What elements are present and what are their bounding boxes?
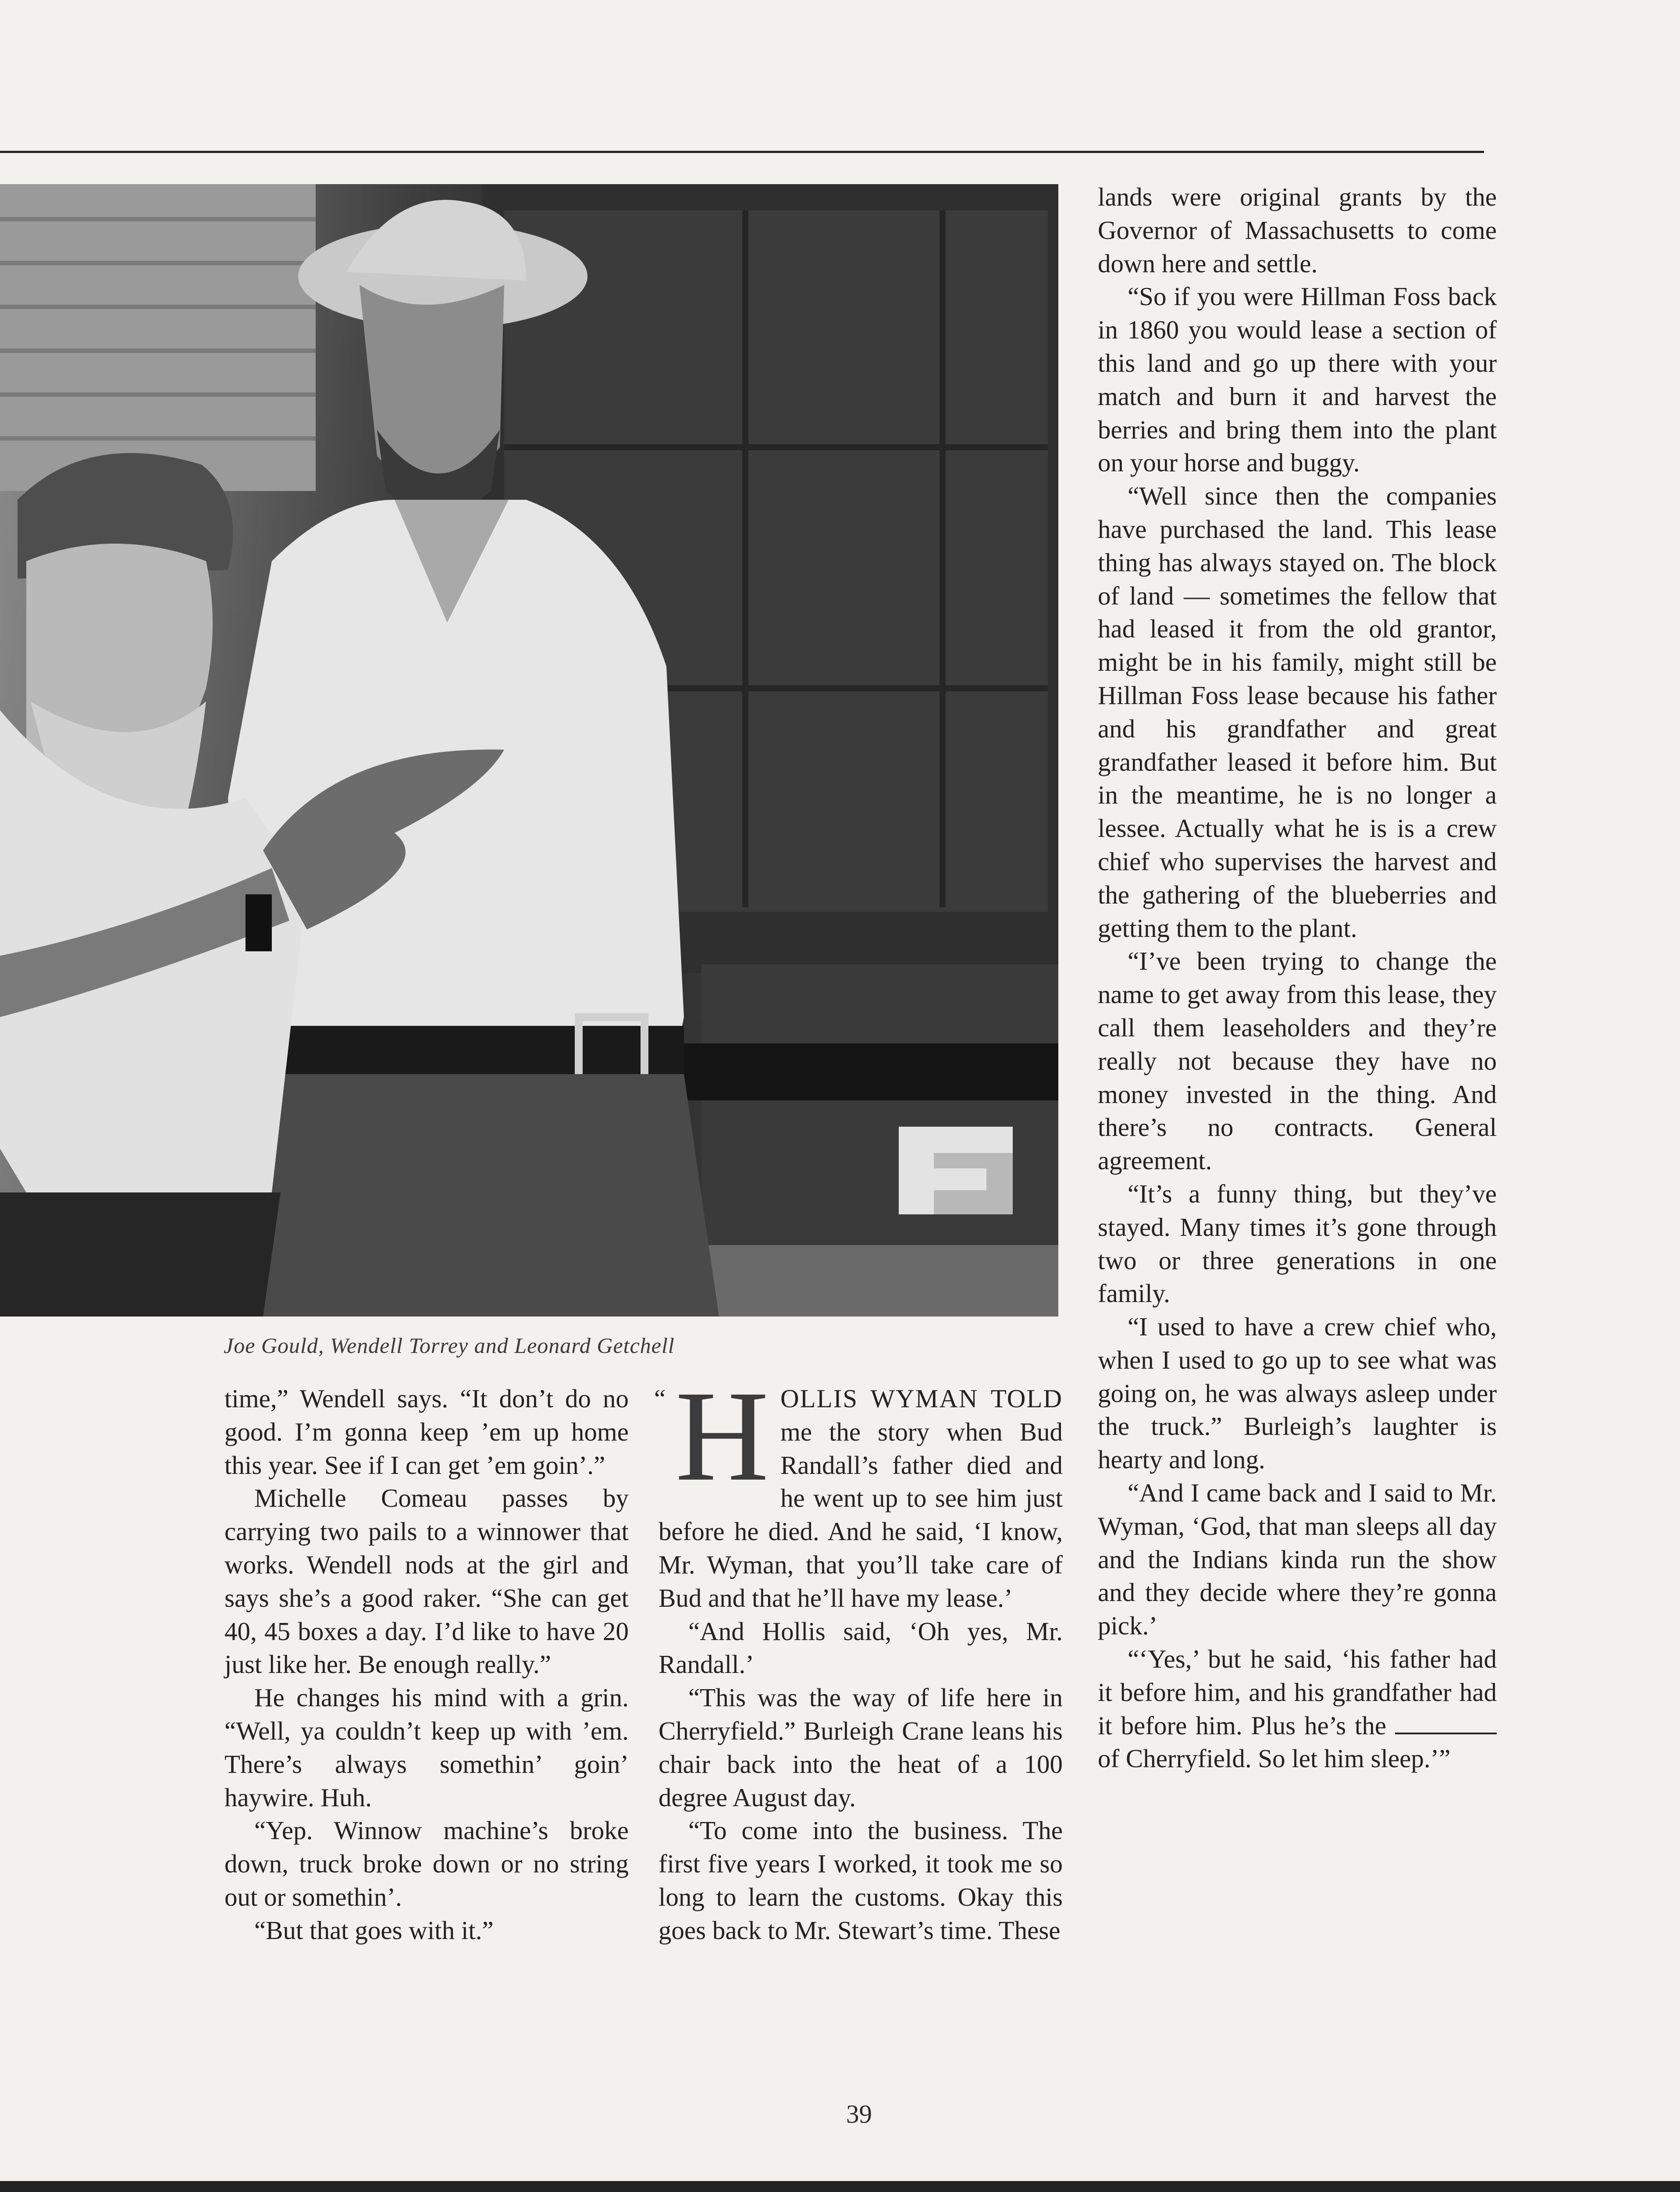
photo-illustration (0, 184, 1058, 1317)
paragraph: “And Hollis said, ‘Oh yes, Mr. Randall.’ (658, 1616, 1063, 1679)
paragraph: “To come into the business. The first five years I worked, it took me so long to learn the customs. Okay this goes back to Mr. Stewart’s time. These (658, 1816, 1063, 1945)
paragraph (1098, 1643, 1497, 1776)
paragraph: lands were original grants by the Governor of Massachusetts to come down here and settle. (1098, 182, 1497, 278)
photograph (0, 184, 1058, 1317)
paragraph: Michelle Comeau passes by carrying two pails to a winnower that works. Wendell nods at the girl and says she’s a good raker. “She can get 40, 45 boxes a day. I’d like to have 20 just like her. Be enough really.” (224, 1484, 629, 1679)
paragraph: “It’s a funny thing, but they’ve stayed. Many times it’s gone through two or three generations in one family. (1098, 1179, 1497, 1308)
redaction-blank (1395, 1715, 1497, 1734)
paragraph: “So if you were Hillman Foss back in 1860 you would lease a section of this land and go up there with your match and burn it and harvest the berries and bring them into the plant on your horse and buggy. (1098, 282, 1497, 477)
page-bottom-edge (0, 2181, 1680, 2192)
paragraph: “I’ve been trying to change the name to get away from this lease, they call them leaseholders and they’re really not because they have no money invested in the thing. And there’s no contracts. General agreement. (1098, 947, 1497, 1175)
paragraph: “Yep. Winnow machine’s broke down, truck broke down or no string out or somethin’. (224, 1816, 629, 1911)
photo-caption: Joe Gould, Wendell Torrey and Leonard Getchell (224, 1333, 675, 1358)
paragraph-text: “‘Yes,’ but he said, ‘his father had it before him, and his grandfather had it before him. Plus he’s the (1098, 1644, 1497, 1740)
paragraph: “But that goes with it.” (254, 1915, 494, 1945)
paragraph: “This was the way of life here in Cherryfield.” Burleigh Crane leans his chair back into the heat of a 100 degree August day. (658, 1683, 1063, 1812)
lead-paragraph-text: me the story when Bud Randall’s father died and he went up to see him just before he died. And he said, ‘I know, Mr. Wyman, that you’ll take care of Bud and that he’ll have my lease.’ (658, 1417, 1063, 1612)
paragraph-text: of Cherryfield. So let him sleep.’” (1098, 1744, 1451, 1773)
paragraph: He changes his mind with a grin. “Well, ya couldn’t keep up with ’em. There’s always somethin’ goin’ haywire. Huh. (224, 1683, 629, 1812)
paragraph: time,” Wendell says. “It don’t do no good. I’m gonna keep ’em up home this year. See if I can get ’em goin’.” (224, 1384, 629, 1480)
paragraph: “And I came back and I said to Mr. Wyman, ‘God, that man sleeps all day and the Indians kinda run the show and they decide where they’re gonna pick.’ (1098, 1478, 1497, 1640)
column-2 (654, 1364, 1063, 1947)
open-quote: “ (654, 1384, 666, 1413)
column-1 (224, 1382, 629, 1947)
drop-cap: H (675, 1364, 769, 1508)
page-number: 39 (846, 2099, 872, 2128)
lead-paragraph (654, 1364, 1063, 1615)
paragraph: “Well since then the companies have purchased the land. This lease thing has always stayed on. The block of land — sometimes the fellow that had leased it from the old grantor, might be in his family, might still be Hillman Foss lease because his father and his grandfather and great grandfather leased it before him. But in the meantime, he is no longer a lessee. Actually what he is is a crew chief who supervises the harvest and the gathering of the blueberries and getting them to the plant. (1098, 481, 1497, 943)
lead-in: OLLIS WYMAN TOLD (780, 1384, 1063, 1413)
column-3 (1098, 181, 1497, 1776)
paragraph: “I used to have a crew chief who, when I used to go up to see what was going on, he was always asleep under the truck.” Burleigh’s laughter is hearty and long. (1098, 1312, 1497, 1474)
header-rule (0, 151, 1484, 153)
